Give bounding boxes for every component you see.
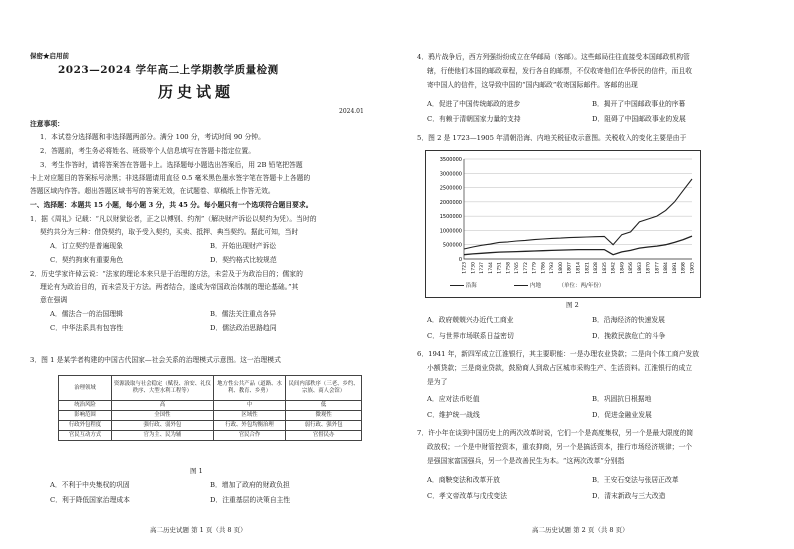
chart-svg xyxy=(426,151,700,297)
question-3-line: 3．图 1 是某学者构建的中国古代国家—社会关系的治理模式示意图。这一治理模式 xyxy=(30,356,281,364)
x-tick-label: 1821 xyxy=(585,262,591,274)
x-tick-label: 1730 xyxy=(471,262,477,274)
question-4-line: 4．鸦片战争后，西方列强纷纷成立在华邮局（客邮）。这些邮局往往直接受本国邮政机构管 xyxy=(417,53,690,61)
q4-option-b[interactable]: B．揭开了中国邮政事业的序幕 xyxy=(592,100,686,108)
q4-option-a[interactable]: A．促进了中国传统邮政的进步 xyxy=(427,100,521,108)
question-1-line: 契约共分为三种：借贷契约，取予受入契约，买卖、抵押、典当契约。据此可知，当时 xyxy=(40,228,299,236)
q5-option-b[interactable]: B．沿海经济的快速发展 xyxy=(592,316,665,324)
figure-2-caption: 图 2 xyxy=(566,301,579,309)
chart-legend xyxy=(450,281,604,289)
y-tick-label: 0 xyxy=(458,257,462,263)
notice-title: 注意事项： xyxy=(30,120,64,128)
x-tick-label: 1779 xyxy=(532,262,538,274)
x-tick-label: 1835 xyxy=(602,262,608,274)
table-cell: 官民互动方式 xyxy=(59,431,112,441)
x-tick-label: 1891 xyxy=(672,262,678,274)
q7-option-b[interactable]: B．王安石变法与张居正改革 xyxy=(592,476,679,484)
x-tick-label: 1751 xyxy=(497,262,503,274)
q2-option-d[interactable]: D．儒法政治思路趋同 xyxy=(210,324,277,332)
notice-line: 2．答题前，考生务必将姓名、班级等个人信息填写在答题卡指定位置。 xyxy=(40,147,256,155)
q2-option-a[interactable]: A．儒法合一的治国理辑 xyxy=(50,310,123,318)
table-cell: 影响范围 xyxy=(59,411,112,421)
notice-line: 卡上对应题目的答案标号涂黑；非选择题请用直径 0.5 毫米黑色墨水签字笔在答题卡上各题的 xyxy=(30,174,311,182)
table-header-cell: 资源汲取与社会稳定（赋役、治安、礼仪秩序、大型水利工程等） xyxy=(112,376,214,401)
question-7-line: 政放权；一个是中财管控资本，重农抑商，另一个是搞活资本，推行市场经济规律；一个 xyxy=(427,443,693,451)
q1-option-b[interactable]: B．开始出现财产诉讼 xyxy=(210,242,277,250)
q7-option-c[interactable]: C．孝文帝改革与戊戌变法 xyxy=(427,492,507,500)
secret-label: 保密★启用前 xyxy=(30,52,69,60)
table-cell: 统治风险 xyxy=(59,401,112,411)
legend-swatch-inland xyxy=(514,285,528,286)
table-cell: 区域性 xyxy=(213,411,285,421)
table-cell: 高 xyxy=(112,401,214,411)
page-1-footer: 高二历史试题 第 1 页（共 8 页） xyxy=(150,526,247,534)
legend-label-coastal: 沿海 xyxy=(465,283,477,289)
y-tick-label: 2500000 xyxy=(439,185,462,192)
section-title: 一、选择题：本题共 15 小题，每小题 3 分，共 45 分。每小题只有一个选项符合题目要求。 xyxy=(30,201,313,209)
x-tick-label: 1856 xyxy=(629,262,635,274)
page-2-footer: 高二历史试题 第 2 页（共 8 页） xyxy=(532,526,629,534)
q3-option-c[interactable]: C．利于降低国家治理成本 xyxy=(50,496,130,504)
question-5-line: 5．图 2 是 1723—1905 年清朝沿海、内地关税征收示意图。关税收入的变化主要是由于 xyxy=(417,134,687,142)
table-cell: 低 xyxy=(286,401,362,411)
q4-option-c[interactable]: C．有赖于清朝国家力量的支持 xyxy=(427,115,521,123)
question-6-line: 6．1941 年，新四军成立江淮银行，其主要职能：一是办理农业贷款；二是向个体工商户发放 xyxy=(417,350,700,358)
x-tick-label: 1877 xyxy=(655,262,661,274)
q5-option-c[interactable]: C．与世界市场联系日益密切 xyxy=(427,332,514,340)
legend-swatch-coastal xyxy=(450,285,464,286)
x-tick-label: 1807 xyxy=(567,262,573,274)
question-1-line: 1．据《周礼》记载：“凡以财狱讼者，正之以傅别、约剂”（解决财产诉讼以契约为凭）。当时的 xyxy=(30,215,317,223)
x-tick-label: 1723 xyxy=(462,262,468,274)
x-tick-label: 1905 xyxy=(690,262,696,274)
q1-option-a[interactable]: A．订立契约是普遍现象 xyxy=(50,242,123,250)
subject-title: 历史试题 xyxy=(158,83,235,101)
x-tick-label: 1828 xyxy=(594,262,600,274)
table-row xyxy=(59,431,362,441)
customs-revenue-chart xyxy=(425,150,701,298)
question-7-line: 是强国家富国强兵，另一个是改善民生为本。“这两次改革”分别指 xyxy=(427,457,625,465)
exam-title: 2023—2024 学年高二上学期教学质量检测 xyxy=(58,64,279,76)
table-header-cell: 治理领域 xyxy=(59,376,112,401)
x-tick-label: 1898 xyxy=(681,262,687,274)
question-6-line: 小额贷款；三是商业贷款，鼓励商人到敌占区城市采购生产、生活资料。江淮银行的成立 xyxy=(427,364,693,372)
y-tick-label: 500000 xyxy=(442,242,462,249)
y-tick-label: 2000000 xyxy=(439,199,462,206)
notice-line: 答题区域内作答。超出答题区域书写的答案无效，在试题卷、草稿纸上作答无效。 xyxy=(30,187,275,195)
y-tick-label: 3000000 xyxy=(439,171,462,178)
question-6-line: 是为了 xyxy=(427,378,448,386)
x-tick-label: 1849 xyxy=(620,262,626,274)
table-row xyxy=(59,421,362,431)
question-2-line: 意在强调 xyxy=(40,296,68,304)
q3-option-a[interactable]: A．不利于中央集权的巩固 xyxy=(50,481,130,489)
x-tick-label: 1786 xyxy=(541,262,547,274)
q5-option-a[interactable]: A．政府兢兢兴办近代工商业 xyxy=(427,316,514,324)
q7-option-d[interactable]: D．清末新政与三大改造 xyxy=(592,492,666,500)
notice-line: 3．考生作答时，请将答案答在答题卡上。选择题每小题选出答案后，用 2B 铅笔把答题 xyxy=(40,161,303,169)
x-tick-label: 1765 xyxy=(515,262,521,274)
q3-option-d[interactable]: D．注重基层的决策自主性 xyxy=(210,496,291,504)
q1-option-c[interactable]: C．契约拘束有重要角色 xyxy=(50,256,124,264)
series-line-inland xyxy=(464,236,692,255)
question-4-line: 辖，行使他们本国的邮政章程，发行各自的邮票，不仅收寄他们在华侨民的信件，而且收 xyxy=(427,67,693,75)
q1-option-d[interactable]: D．契约格式比较规范 xyxy=(210,256,277,264)
legend-label-inland: 内地 xyxy=(530,283,542,289)
exam-date: 2024.01 xyxy=(339,108,364,115)
series-line-coastal xyxy=(464,179,692,249)
x-tick-label: 1744 xyxy=(488,262,494,274)
x-tick-label: 1814 xyxy=(576,262,582,274)
table-header-cell: 地方性公共产品（道路、水利、教育、乡勇） xyxy=(213,376,285,401)
x-tick-label: 1870 xyxy=(646,262,652,274)
q6-option-a[interactable]: A．应对法币贬值 xyxy=(427,395,480,403)
x-tick-label: 1884 xyxy=(664,262,670,274)
q6-option-c[interactable]: C．维护统一战线 xyxy=(427,411,480,419)
chart-axes xyxy=(464,159,692,259)
y-tick-label: 1500000 xyxy=(439,214,462,221)
q3-option-b[interactable]: B．增加了政府的财政负担 xyxy=(210,481,290,489)
chart-unit-label: （单位：两/年份） xyxy=(558,283,605,289)
x-tick-label: 1758 xyxy=(506,262,512,274)
x-tick-label: 1737 xyxy=(480,262,486,274)
table-cell: 行政、外包均衡治理 xyxy=(213,421,285,431)
question-7-line: 7．许小年在谈到中国历史上的两次改革时说，它们一个是高度集权，另一个是最大限度的简 xyxy=(417,429,694,437)
table-cell: 官督民办 xyxy=(286,431,362,441)
question-2-line: 理论有为政治目的，而未尝及于方法。两者结合，遂成为帝国政治体制的理论基础。”其 xyxy=(40,283,299,291)
table-cell: 全国性 xyxy=(112,411,214,421)
q2-option-b[interactable]: B．儒法关注重点各异 xyxy=(210,310,277,318)
question-2-line: 2．历史学家许倬云说：“法家的理论本来只是于治理的方法，未尝及于为政治目的；儒家的 xyxy=(30,270,303,278)
figure-1-caption: 图 1 xyxy=(190,467,203,475)
x-tick-label: 1772 xyxy=(523,262,529,274)
governance-table xyxy=(58,375,362,441)
table-row xyxy=(59,411,362,421)
table-row xyxy=(59,401,362,411)
y-tick-label: 3500000 xyxy=(439,157,462,163)
table-cell: 官民合作 xyxy=(213,431,285,441)
x-tick-label: 1842 xyxy=(611,262,617,274)
q7-option-a[interactable]: A．商鞅变法和改革开放 xyxy=(427,476,500,484)
x-tick-label: 1800 xyxy=(558,262,564,274)
q6-option-b[interactable]: B．巩固抗日根据地 xyxy=(592,395,652,403)
table-cell: 中 xyxy=(213,401,285,411)
q6-option-d[interactable]: D．促进金融业发展 xyxy=(592,411,652,419)
q5-option-d[interactable]: D．挽救民族危亡的斗争 xyxy=(592,332,666,340)
table-cell: 强行政、弱外包 xyxy=(112,421,214,431)
x-tick-label: 1793 xyxy=(550,262,556,274)
y-tick-label: 1000000 xyxy=(439,228,462,235)
q4-option-d[interactable]: D．阻碍了中国邮政事业的发展 xyxy=(592,115,686,123)
q2-option-c[interactable]: C．中华法系具有包容性 xyxy=(50,324,124,332)
x-tick-label: 1863 xyxy=(637,262,643,274)
table-cell: 弱行政、强外包 xyxy=(286,421,362,431)
question-4-line: 寄中国人的信件，这导致中国的“国内邮政”收寄国际邮件。客邮的出现 xyxy=(427,81,638,89)
table-header-cell: 民间内部秩序（三老、乡约、宗族、商人会馆） xyxy=(286,376,362,401)
table-cell: 官为主、民为辅 xyxy=(112,431,214,441)
notice-line: 1．本试卷分选择题和非选择题两部分。满分 100 分，考试时间 90 分钟。 xyxy=(40,133,265,141)
table-cell: 行政外包程度 xyxy=(59,421,112,431)
table-cell: 微观性 xyxy=(286,411,362,421)
